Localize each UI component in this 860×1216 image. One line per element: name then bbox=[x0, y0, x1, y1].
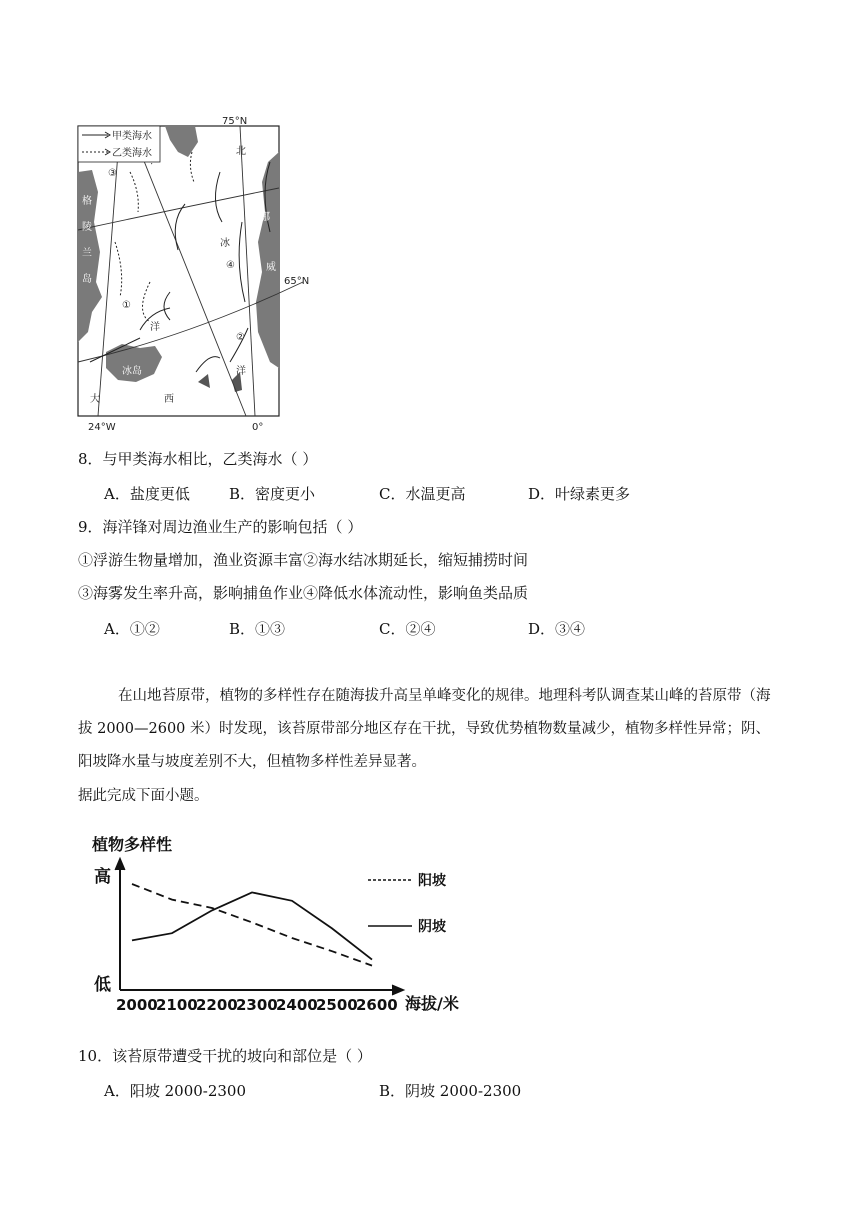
x-tick-label: 2300 bbox=[236, 996, 278, 1014]
label-ice: 冰 bbox=[220, 238, 230, 249]
q9-statements-line-1: ①浮游生物量增加，渔业资源丰富②海水结冰期延长，缩短捕捞时间 bbox=[78, 551, 529, 569]
diversity-chart bbox=[80, 826, 480, 1026]
passage-line-2: 拔 2000—2600 米）时发现，该苔原带部分地区存在干扰，导致优势植物数量减少，植物多样性异常；阴、 bbox=[78, 721, 771, 737]
q10-option-b[interactable]: B．阴坡 2000-2300 bbox=[379, 1082, 522, 1100]
q8-option-b[interactable]: B．密度更小 bbox=[229, 485, 316, 503]
x-tick-label: 2100 bbox=[156, 996, 198, 1014]
label-greenland-2: 陵 bbox=[82, 222, 92, 233]
x-tick-label: 2400 bbox=[276, 996, 318, 1014]
shady-slope-line bbox=[132, 892, 372, 959]
label-north: 北 bbox=[236, 146, 246, 157]
label-circle-2: ② bbox=[236, 332, 245, 343]
label-circle-4: ④ bbox=[226, 260, 235, 271]
legend-type-b-label: 乙类海水 bbox=[112, 148, 152, 159]
label-iceland: 冰岛 bbox=[122, 366, 142, 377]
label-da: 大 bbox=[90, 394, 100, 405]
q10-option-a[interactable]: A．阳坡 2000-2300 bbox=[104, 1082, 247, 1100]
label-greenland-1: 格 bbox=[82, 196, 92, 207]
label-greenland-4: 岛 bbox=[82, 274, 92, 285]
label-greenland-3: 兰 bbox=[82, 248, 92, 259]
lon-24w-label: 24°W bbox=[88, 422, 116, 432]
q8-option-c[interactable]: C．水温更高 bbox=[379, 485, 466, 503]
label-circle-3: ③ bbox=[108, 168, 117, 179]
label-ocean: 洋 bbox=[150, 322, 160, 333]
x-tick-label: 2000 bbox=[116, 996, 158, 1014]
passage-line-3: 阳坡降水量与坡度差别不大，但植物多样性差异显著。 bbox=[78, 754, 426, 770]
chart-y-high: 高 bbox=[94, 867, 111, 887]
sunny-slope-line bbox=[132, 884, 372, 966]
q10-stem: 10．该苔原带遭受干扰的坡向和部位是（ ） bbox=[78, 1047, 372, 1065]
chart-y-low: 低 bbox=[94, 975, 111, 995]
ocean-front-map bbox=[70, 112, 310, 432]
label-xi: 西 bbox=[164, 394, 174, 405]
x-tick-label: 2500 bbox=[316, 996, 358, 1014]
chart-x-tick-labels bbox=[116, 996, 398, 1014]
chart-y-arrow bbox=[115, 858, 125, 870]
passage-line-1: 在山地苔原带，植物的多样性存在随海拔升高呈单峰变化的规律。地理科考队调查某山峰的苔原带（海 bbox=[118, 688, 771, 704]
q8-option-d[interactable]: D．叶绿素更多 bbox=[528, 485, 631, 503]
lon-0-label: 0° bbox=[252, 422, 264, 432]
lat-75-label: 75°N bbox=[222, 116, 248, 127]
label-norway-2: 威 bbox=[266, 262, 276, 273]
label-circle-1: ① bbox=[122, 300, 131, 311]
q9-stem: 9．海洋锋对周边渔业生产的影响包括（ ） bbox=[78, 518, 363, 536]
chart-ylabel: 植物多样性 bbox=[92, 835, 173, 854]
map-svg bbox=[70, 112, 310, 432]
passage-prompt: 据此完成下面小题。 bbox=[78, 788, 209, 804]
chart-svg bbox=[80, 826, 480, 1026]
chart-series bbox=[132, 884, 372, 966]
chart-x-arrow bbox=[392, 985, 404, 995]
q8-option-a[interactable]: A．盐度更低 bbox=[104, 485, 190, 503]
x-tick-label: 2600 bbox=[356, 996, 398, 1014]
lat-65-label: 65°N bbox=[284, 276, 310, 287]
legend-type-a-label: 甲类海水 bbox=[112, 131, 152, 142]
label-norway-1: 挪 bbox=[260, 212, 270, 223]
q9-option-d[interactable]: D．③④ bbox=[528, 620, 586, 638]
chart-xlabel: 海拔/米 bbox=[405, 994, 459, 1013]
legend-shady-slope-label: 阴坡 bbox=[418, 919, 446, 935]
q9-option-b[interactable]: B．①③ bbox=[229, 620, 286, 638]
q9-option-a[interactable]: A．①② bbox=[104, 620, 160, 638]
q9-option-c[interactable]: C．②④ bbox=[379, 620, 436, 638]
legend-sunny-slope-label: 阳坡 bbox=[418, 873, 446, 889]
label-ocean-2: 洋 bbox=[236, 366, 246, 377]
x-tick-label: 2200 bbox=[196, 996, 238, 1014]
q8-stem: 8．与甲类海水相比，乙类海水（ ） bbox=[78, 450, 318, 468]
q9-statements-line-2: ③海雾发生率升高，影响捕鱼作业④降低水体流动性，影响鱼类品质 bbox=[78, 584, 529, 602]
